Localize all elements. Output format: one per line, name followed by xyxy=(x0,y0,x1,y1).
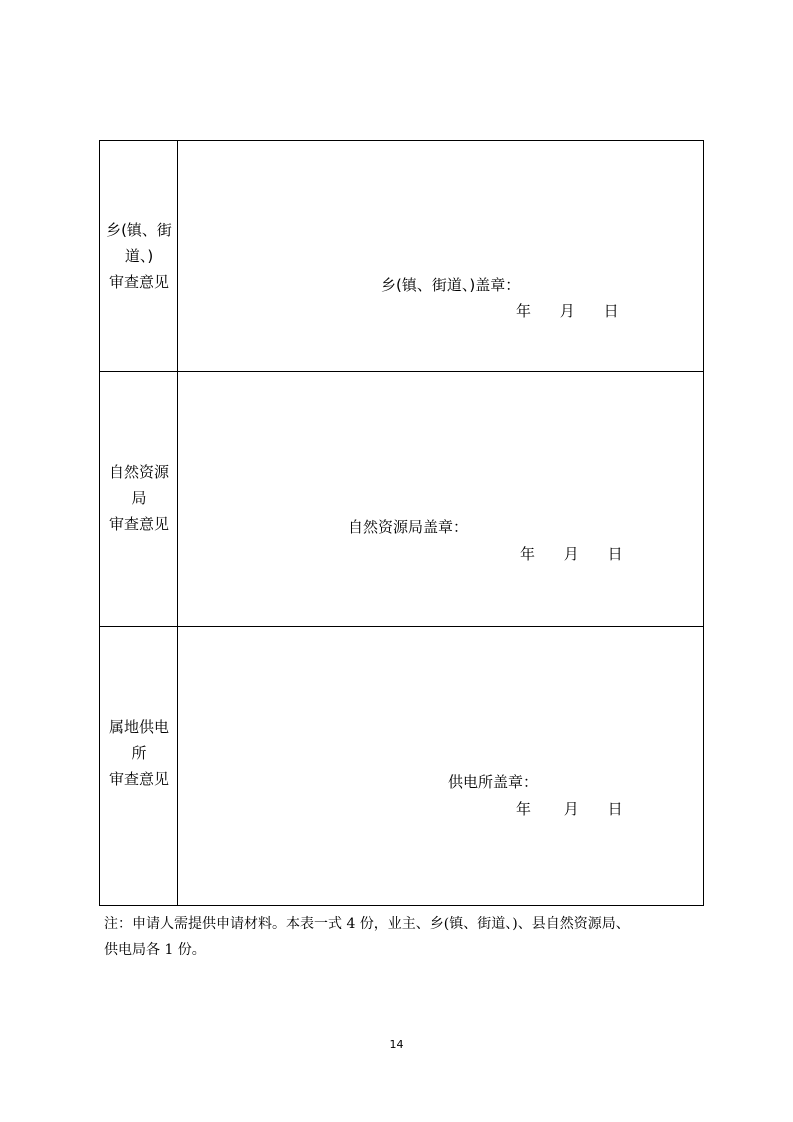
row-label-line: 道、) xyxy=(124,247,154,265)
date-month: 月 xyxy=(563,545,579,563)
row-label xyxy=(100,459,178,537)
seal-label: 乡(镇、街道、)盖章： xyxy=(381,276,521,294)
date-day: 日 xyxy=(607,545,623,563)
date-line xyxy=(520,544,623,564)
row-label-line: 属地供电 xyxy=(108,718,169,736)
row-label-cell xyxy=(100,627,178,905)
opinion-content-cell[interactable] xyxy=(178,372,703,626)
row-label-cell xyxy=(100,372,178,626)
seal-label: 供电所盖章： xyxy=(448,773,539,791)
date-year: 年 xyxy=(516,302,532,320)
footnote-line: 供电局各 1 份。 xyxy=(104,942,206,958)
row-label-line: 审查意见 xyxy=(108,515,169,533)
row-label-line: 乡(镇、街 xyxy=(106,221,172,239)
row-label-line: 审查意见 xyxy=(108,770,169,788)
date-year: 年 xyxy=(520,545,536,563)
row-label-line: 审查意见 xyxy=(108,273,169,291)
row-label-cell xyxy=(100,141,178,371)
date-month: 月 xyxy=(563,800,579,818)
table-row-power-station-review xyxy=(100,627,703,905)
row-label-line: 局 xyxy=(131,489,147,507)
date-line xyxy=(516,301,619,321)
page-number: 14 xyxy=(389,1038,404,1051)
row-label-line: 自然资源 xyxy=(108,463,169,481)
date-line xyxy=(516,799,623,819)
date-month: 月 xyxy=(559,302,575,320)
opinion-content-cell[interactable] xyxy=(178,141,703,371)
table-row-township-review xyxy=(100,141,703,372)
footnote-line: 注：申请人需提供申请材料。本表一式 4 份，业主、乡(镇、街道、)、县自然资源局、 xyxy=(104,916,630,932)
footnote xyxy=(104,911,704,963)
date-day: 日 xyxy=(603,302,619,320)
review-opinion-table xyxy=(99,140,704,906)
seal-label: 自然资源局盖章： xyxy=(348,518,469,536)
date-year: 年 xyxy=(516,800,532,818)
opinion-content-cell[interactable] xyxy=(178,627,703,905)
row-label-line: 所 xyxy=(131,744,147,762)
date-day: 日 xyxy=(607,800,623,818)
row-label xyxy=(100,714,178,792)
table-row-natural-resources-review xyxy=(100,372,703,627)
row-label xyxy=(100,217,178,295)
